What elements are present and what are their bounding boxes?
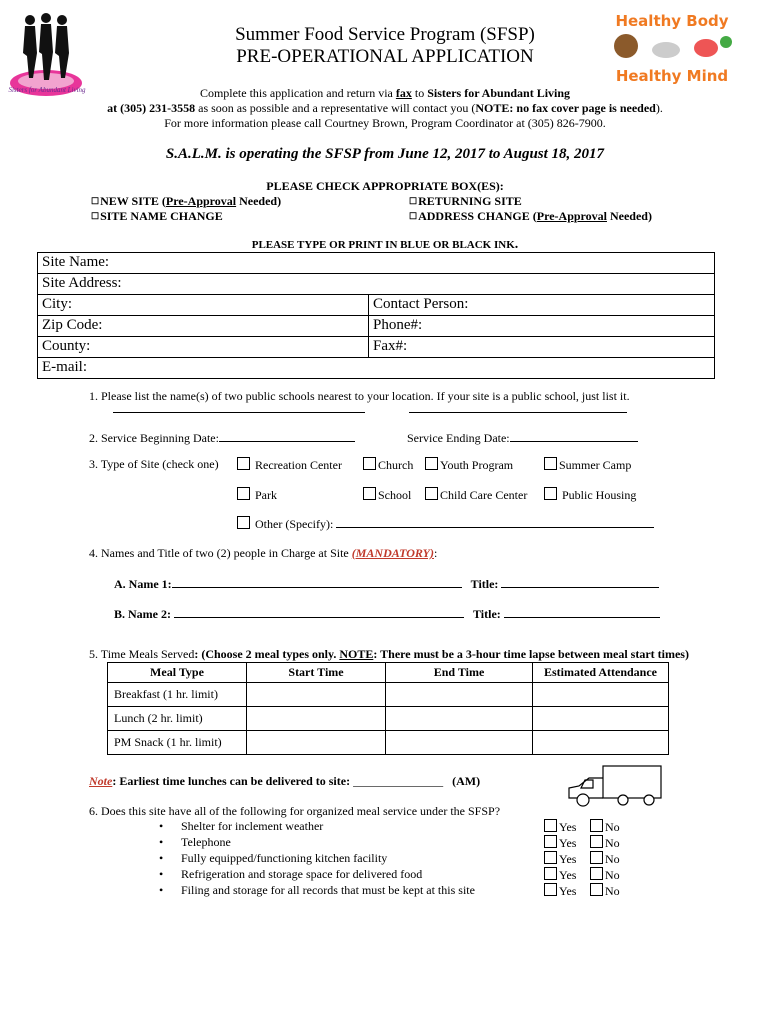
checkbox-icon[interactable] (590, 835, 603, 848)
intro-line-1: Complete this application and return via fax to Sisters for Abundant Living (199, 86, 571, 100)
facility-list (159, 819, 475, 899)
name-2-input[interactable] (174, 606, 464, 618)
checkbox-icon[interactable] (544, 835, 557, 848)
fax-field[interactable]: Fax#: (369, 337, 715, 358)
site-type-school[interactable]: School (363, 487, 411, 503)
person-1: A. Name 1: Title: (114, 576, 659, 592)
school-1-input[interactable] (113, 401, 365, 413)
site-type-housing[interactable]: Public Housing (544, 487, 636, 503)
no-option-3[interactable]: No (590, 851, 620, 867)
title-2-input[interactable] (504, 606, 660, 618)
begin-date-input[interactable] (219, 430, 355, 442)
site-name-change-option[interactable]: ☐SITE NAME CHANGE (91, 209, 223, 223)
address-change-option[interactable]: ☐ADDRESS CHANGE (Pre-Approval Needed) (409, 209, 652, 223)
service-begin-date: 2. Service Beginning Date: (89, 430, 355, 446)
checkbox-icon[interactable] (590, 851, 603, 864)
question-4: 4. Names and Title of two (2) people in Charge at Site (MANDATORY): (89, 546, 438, 560)
end-date-input[interactable] (510, 430, 638, 442)
site-type-recreation[interactable]: Recreation Center (237, 457, 342, 473)
list-item: • Filing and storage for all records that must be kept at this site (159, 883, 475, 899)
attendance-header: Estimated Attendance (533, 663, 669, 683)
site-type-church[interactable]: Church (363, 457, 413, 473)
checkbox-icon[interactable] (363, 487, 376, 500)
yes-option-2[interactable]: Yes (544, 835, 576, 851)
site-info-table (37, 252, 715, 379)
yes-option-1[interactable]: Yes (544, 819, 576, 835)
delivery-time-input[interactable]: _______________ (353, 774, 444, 788)
question-6: 6. Does this site have all of the following for organized meal service under the SFSP? (89, 804, 501, 818)
check-heading: PLEASE CHECK APPROPRIATE BOX(ES): (266, 179, 504, 193)
start-time-cell[interactable] (247, 731, 386, 755)
site-type-other[interactable]: Other (Specify): (237, 516, 654, 532)
zip-field[interactable]: Zip Code: (38, 316, 369, 337)
yes-option-5[interactable]: Yes (544, 883, 576, 899)
logo-line-2: Healthy Mind (615, 67, 729, 85)
start-time-header: Start Time (247, 663, 386, 683)
start-time-cell[interactable] (247, 683, 386, 707)
meals-table (107, 662, 669, 755)
checkbox-icon[interactable] (590, 883, 603, 896)
logo-line-1: Healthy Body (615, 12, 729, 30)
checkbox-icon[interactable] (544, 851, 557, 864)
checkbox-icon[interactable] (425, 457, 438, 470)
table-row (108, 707, 669, 731)
checkbox-icon[interactable]: ☐ (409, 211, 418, 221)
table-row (108, 731, 669, 755)
end-time-cell[interactable] (386, 683, 533, 707)
attendance-cell[interactable] (533, 683, 669, 707)
no-option-5[interactable]: No (590, 883, 620, 899)
city-field[interactable]: City: (38, 295, 369, 316)
checkbox-icon[interactable] (544, 883, 557, 896)
checkbox-icon[interactable] (590, 819, 603, 832)
table-row (108, 683, 669, 707)
checkbox-icon[interactable] (237, 516, 250, 529)
page-subtitle: PRE-OPERATIONAL APPLICATION (236, 46, 534, 67)
question-1: 1. Please list the name(s) of two public schools nearest to your location. If your site is a public school, just list it. (89, 389, 630, 403)
site-type-park[interactable]: Park (237, 487, 277, 503)
service-end-date: Service Ending Date: (407, 430, 638, 446)
ink-note: PLEASE TYPE OR PRINT IN BLUE OR BLACK INK. (251, 237, 519, 252)
checkbox-icon[interactable] (237, 457, 250, 470)
site-type-youth[interactable]: Youth Program (425, 457, 513, 473)
list-item: • Shelter for inclement weather (159, 819, 475, 835)
salm-logo (6, 8, 86, 98)
attendance-cell[interactable] (533, 707, 669, 731)
list-item: • Fully equipped/functioning kitchen facility (159, 851, 475, 867)
email-field[interactable]: E-mail: (38, 358, 715, 379)
start-time-cell[interactable] (247, 707, 386, 731)
contact-person-field[interactable]: Contact Person: (369, 295, 715, 316)
meal-type-cell: Lunch (2 hr. limit) (108, 707, 247, 731)
checkbox-icon[interactable]: ☐ (91, 211, 100, 221)
site-type-label: 3. Type of Site (check one) (89, 457, 219, 471)
meal-type-cell: Breakfast (1 hr. limit) (108, 683, 247, 707)
question-5: 5. Time Meals Served: (Choose 2 meal types only. NOTE: There must be a 3-hour time lapse between meal start times) (89, 647, 689, 661)
end-time-cell[interactable] (386, 731, 533, 755)
other-specify-input[interactable] (336, 516, 654, 528)
school-2-input[interactable] (409, 401, 627, 413)
new-site-option[interactable]: ☐NEW SITE (Pre-Approval Needed) (91, 194, 282, 208)
name-1-input[interactable] (172, 576, 462, 588)
yes-option-4[interactable]: Yes (544, 867, 576, 883)
page-title: Summer Food Service Program (SFSP) (235, 24, 535, 45)
delivery-truck-icon (565, 762, 665, 810)
meal-type-cell: PM Snack (1 hr. limit) (108, 731, 247, 755)
logo-caption: Sisters for Abundant Living (8, 86, 86, 94)
county-field[interactable]: County: (38, 337, 369, 358)
list-item: • Refrigeration and storage space for delivered food (159, 867, 475, 883)
end-time-cell[interactable] (386, 707, 533, 731)
site-type-childcare[interactable]: Child Care Center (425, 487, 527, 503)
mandatory-label: (MANDATORY) (351, 546, 434, 560)
attendance-cell[interactable] (533, 731, 669, 755)
intro-line-3: For more information please call Courtney Brown, Program Coordinator at (305) 826-7900. (164, 116, 606, 130)
lunch-delivery-note: Note: Earliest time lunches can be delivered to site: _______________ (AM) (89, 774, 481, 788)
checkbox-icon[interactable] (544, 487, 557, 500)
meal-type-header: Meal Type (108, 663, 247, 683)
checkbox-icon[interactable]: ☐ (409, 196, 418, 206)
operating-dates: S.A.L.M. is operating the SFSP from June 12, 2017 to August 18, 2017 (165, 146, 605, 162)
checkbox-icon[interactable] (544, 457, 557, 470)
returning-site-option[interactable]: ☐RETURNING SITE (409, 194, 522, 208)
checkbox-icon[interactable] (544, 867, 557, 880)
no-option-2[interactable]: No (590, 835, 620, 851)
checkbox-icon[interactable]: ☐ (91, 196, 100, 206)
site-name-field[interactable]: Site Name: (38, 253, 715, 274)
end-time-header: End Time (386, 663, 533, 683)
checkbox-icon[interactable] (363, 457, 376, 470)
yes-option-3[interactable]: Yes (544, 851, 576, 867)
phone-field[interactable]: Phone#: (369, 316, 715, 337)
checkbox-icon[interactable] (425, 487, 438, 500)
no-option-4[interactable]: No (590, 867, 620, 883)
no-option-1[interactable]: No (590, 819, 620, 835)
checkbox-icon[interactable] (544, 819, 557, 832)
title-1-input[interactable] (501, 576, 659, 588)
intro-line-2: at (305) 231-3558 as soon as possible and a representative will contact you (NOTE: no fax cover page is needed). (107, 101, 663, 115)
site-address-field[interactable]: Site Address: (38, 274, 715, 295)
checkbox-icon[interactable] (237, 487, 250, 500)
list-item: • Telephone (159, 835, 475, 851)
site-type-camp[interactable]: Summer Camp (544, 457, 631, 473)
checkbox-icon[interactable] (590, 867, 603, 880)
person-2: B. Name 2: Title: (114, 606, 660, 622)
